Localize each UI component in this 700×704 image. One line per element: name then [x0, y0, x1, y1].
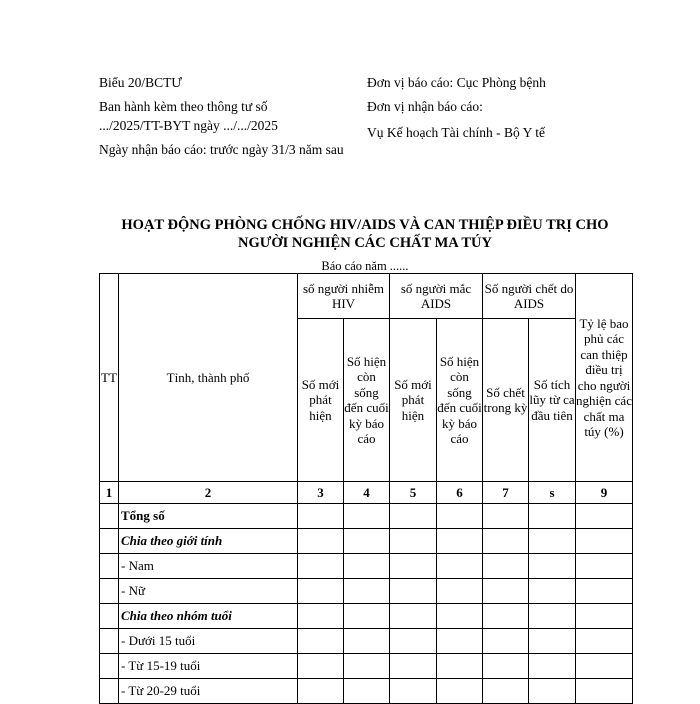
header-hiv-alive: Số hiện còn sống đến cuối kỳ báo cáo: [344, 319, 390, 482]
table-row: [100, 504, 633, 529]
data-cell[interactable]: [344, 579, 390, 604]
issued-line-2: .../2025/TT-BYT ngày .../.../2025: [99, 118, 278, 133]
data-cell[interactable]: [344, 654, 390, 679]
data-cell[interactable]: [298, 654, 344, 679]
report-year: Báo cáo năm ......: [321, 259, 409, 273]
data-cell[interactable]: [529, 629, 576, 654]
table-row: [100, 629, 633, 654]
tt-cell[interactable]: [100, 504, 119, 529]
data-cell[interactable]: [483, 654, 529, 679]
data-cell[interactable]: [483, 579, 529, 604]
table-row: [100, 654, 633, 679]
tt-cell[interactable]: [100, 629, 119, 654]
issued-line-1: Ban hành kèm theo thông tư số: [99, 99, 268, 114]
data-cell[interactable]: [298, 529, 344, 554]
col-number: 5: [390, 482, 437, 504]
data-cell[interactable]: [437, 654, 483, 679]
table-row: [100, 529, 633, 554]
header-province: Tỉnh, thành phố: [119, 274, 298, 482]
data-cell[interactable]: [298, 504, 344, 529]
row-label: Chia theo nhóm tuổi: [119, 604, 298, 629]
col-number: s: [529, 482, 576, 504]
data-cell[interactable]: [437, 554, 483, 579]
data-cell[interactable]: [529, 529, 576, 554]
header-group-death: Số người chết do AIDS: [483, 274, 576, 319]
header-group-aids: số người mắc AIDS: [390, 274, 483, 319]
data-cell[interactable]: [529, 579, 576, 604]
header-tt: TT: [100, 274, 119, 482]
data-cell[interactable]: [437, 504, 483, 529]
data-cell[interactable]: [576, 554, 633, 579]
receiving-unit: Vụ Kế hoạch Tài chính - Bộ Y tế: [367, 125, 545, 140]
data-cell[interactable]: [298, 579, 344, 604]
tt-cell[interactable]: [100, 554, 119, 579]
data-cell[interactable]: [390, 604, 437, 629]
data-cell[interactable]: [298, 629, 344, 654]
data-cell[interactable]: [390, 654, 437, 679]
data-cell[interactable]: [437, 579, 483, 604]
data-cell[interactable]: [483, 629, 529, 654]
data-cell[interactable]: [576, 604, 633, 629]
data-cell[interactable]: [344, 604, 390, 629]
data-cell[interactable]: [529, 504, 576, 529]
col-number: 2: [119, 482, 298, 504]
data-cell[interactable]: [390, 629, 437, 654]
table-row: [100, 604, 633, 629]
data-cell[interactable]: [390, 579, 437, 604]
data-cell[interactable]: [576, 629, 633, 654]
data-cell[interactable]: [529, 554, 576, 579]
data-cell[interactable]: [576, 529, 633, 554]
col-number: 7: [483, 482, 529, 504]
data-cell[interactable]: [483, 529, 529, 554]
data-cell[interactable]: [344, 629, 390, 654]
data-cell[interactable]: [576, 654, 633, 679]
data-cell[interactable]: [390, 529, 437, 554]
col-number: 1: [100, 482, 119, 504]
table-row: [100, 579, 633, 604]
data-cell[interactable]: [529, 654, 576, 679]
col-number: 9: [576, 482, 633, 504]
data-cell[interactable]: [483, 554, 529, 579]
header-death-cumulative: Số tích lũy từ ca đầu tiên: [529, 319, 576, 482]
data-cell[interactable]: [390, 504, 437, 529]
data-cell[interactable]: [576, 579, 633, 604]
data-cell[interactable]: [298, 554, 344, 579]
header-aids-new: Số mới phát hiện: [390, 319, 437, 482]
row-label: - Nam: [119, 554, 298, 579]
header-aids-alive: Số hiện còn sống đến cuối kỳ báo cáo: [437, 319, 483, 482]
data-cell[interactable]: [437, 604, 483, 629]
table-row: [100, 554, 633, 579]
data-cell[interactable]: [483, 504, 529, 529]
form-code: Biểu 20/BCTƯ: [99, 75, 182, 90]
tt-cell[interactable]: [100, 604, 119, 629]
data-cell[interactable]: [298, 604, 344, 629]
header-hiv-new: Số mới phát hiện: [298, 319, 344, 482]
row-label: - Từ 15-19 tuổi: [119, 654, 298, 679]
page-title: HOẠT ĐỘNG PHÒNG CHỐNG HIV/AIDS VÀ CAN THIỆP ĐIỀU TRỊ CHO NGƯỜI NGHIỆN CÁC CHẤT MA TÚY: [121, 217, 609, 251]
col-number: 4: [344, 482, 390, 504]
data-cell[interactable]: [529, 604, 576, 629]
data-cell[interactable]: [576, 504, 633, 529]
col-number: 3: [298, 482, 344, 504]
data-cell[interactable]: [437, 629, 483, 654]
receiving-unit-label: Đơn vị nhận báo cáo:: [367, 99, 483, 114]
data-cell[interactable]: [344, 504, 390, 529]
data-cell[interactable]: [483, 604, 529, 629]
data-cell[interactable]: [344, 529, 390, 554]
data-cell[interactable]: [344, 554, 390, 579]
tt-cell[interactable]: [100, 579, 119, 604]
col-number: 6: [437, 482, 483, 504]
tt-cell[interactable]: [100, 529, 119, 554]
data-cell[interactable]: [437, 529, 483, 554]
data-cell[interactable]: [390, 554, 437, 579]
row-label: Tổng số: [119, 504, 298, 529]
row-label: Chia theo giới tính: [119, 529, 298, 554]
header-group-hiv: số người nhiễm HIV: [298, 274, 390, 319]
row-label: - Dưới 15 tuổi: [119, 629, 298, 654]
row-label: - Từ 20-29 tuổi: [119, 679, 298, 704]
receive-date: Ngày nhận báo cáo: trước ngày 31/3 năm sau: [99, 142, 344, 157]
tt-cell[interactable]: [100, 654, 119, 679]
column-number-row: [100, 482, 633, 504]
reporting-unit: Đơn vị báo cáo: Cục Phòng bệnh: [367, 75, 546, 90]
row-label: - Nữ: [119, 579, 298, 604]
report-table: [99, 273, 633, 704]
header-coverage: Tỷ lệ bao phủ các can thiệp điều trị cho người nghiện các chất ma túy (%): [576, 274, 633, 482]
header-death-period: Số chết trong kỳ: [483, 319, 529, 482]
